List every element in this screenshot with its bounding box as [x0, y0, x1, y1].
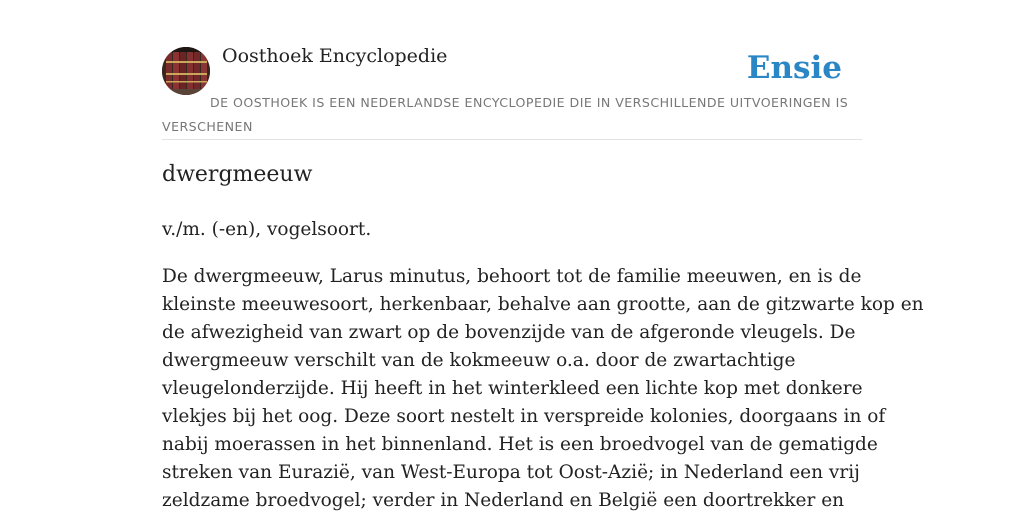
header-divider [162, 139, 862, 140]
body-line: de afwezigheid van zwart op de bovenzijde van de afgeronde vleugels. De [162, 322, 856, 343]
body-line: nabij moerassen in het binnenland. Het is een broedvogel van de gematigde [162, 434, 878, 455]
entry-title: dwergmeeuw [162, 162, 313, 187]
site-tagline: DE OOSTHOEK IS EEN NEDERLANDSE ENCYCLOPEDIE DIE IN VERSCHILLENDE UITVOERINGEN IS VERSCHENEN [162, 95, 849, 134]
entry-grammar: v./m. (-en), vogelsoort. [162, 219, 372, 240]
body-line: kleinste meeuwesoort, herkenbaar, behalve aan grootte, aan de gitzwarte kop en [162, 294, 924, 315]
body-line: zeldzame broedvogel; verder in Nederland en België een doortrekker en [162, 490, 845, 511]
book-spines-icon [162, 47, 210, 95]
body-line: streken van Eurazië, van West-Europa tot Oost-Azië; in Nederland een vrij [162, 462, 860, 483]
body-line: vleugelonderzijde. Hij heeft in het winterkleed een lichte kop met donkere [162, 378, 863, 399]
entry-body [162, 263, 924, 512]
site-title[interactable]: Oosthoek Encyclopedie [222, 45, 448, 67]
body-line: dwergmeeuw verschilt van de kokmeeuw o.a. door de zwartachtige [162, 350, 796, 371]
body-line: vlekjes bij het oog. Deze soort nestelt in verspreide kolonies, doorgaans in of [162, 406, 886, 427]
brand-logo[interactable]: Ensie [746, 50, 842, 86]
body-line: De dwergmeeuw, Larus minutus, behoort tot de familie meeuwen, en is de [162, 266, 862, 287]
encyclopedia-avatar[interactable] [162, 47, 210, 95]
